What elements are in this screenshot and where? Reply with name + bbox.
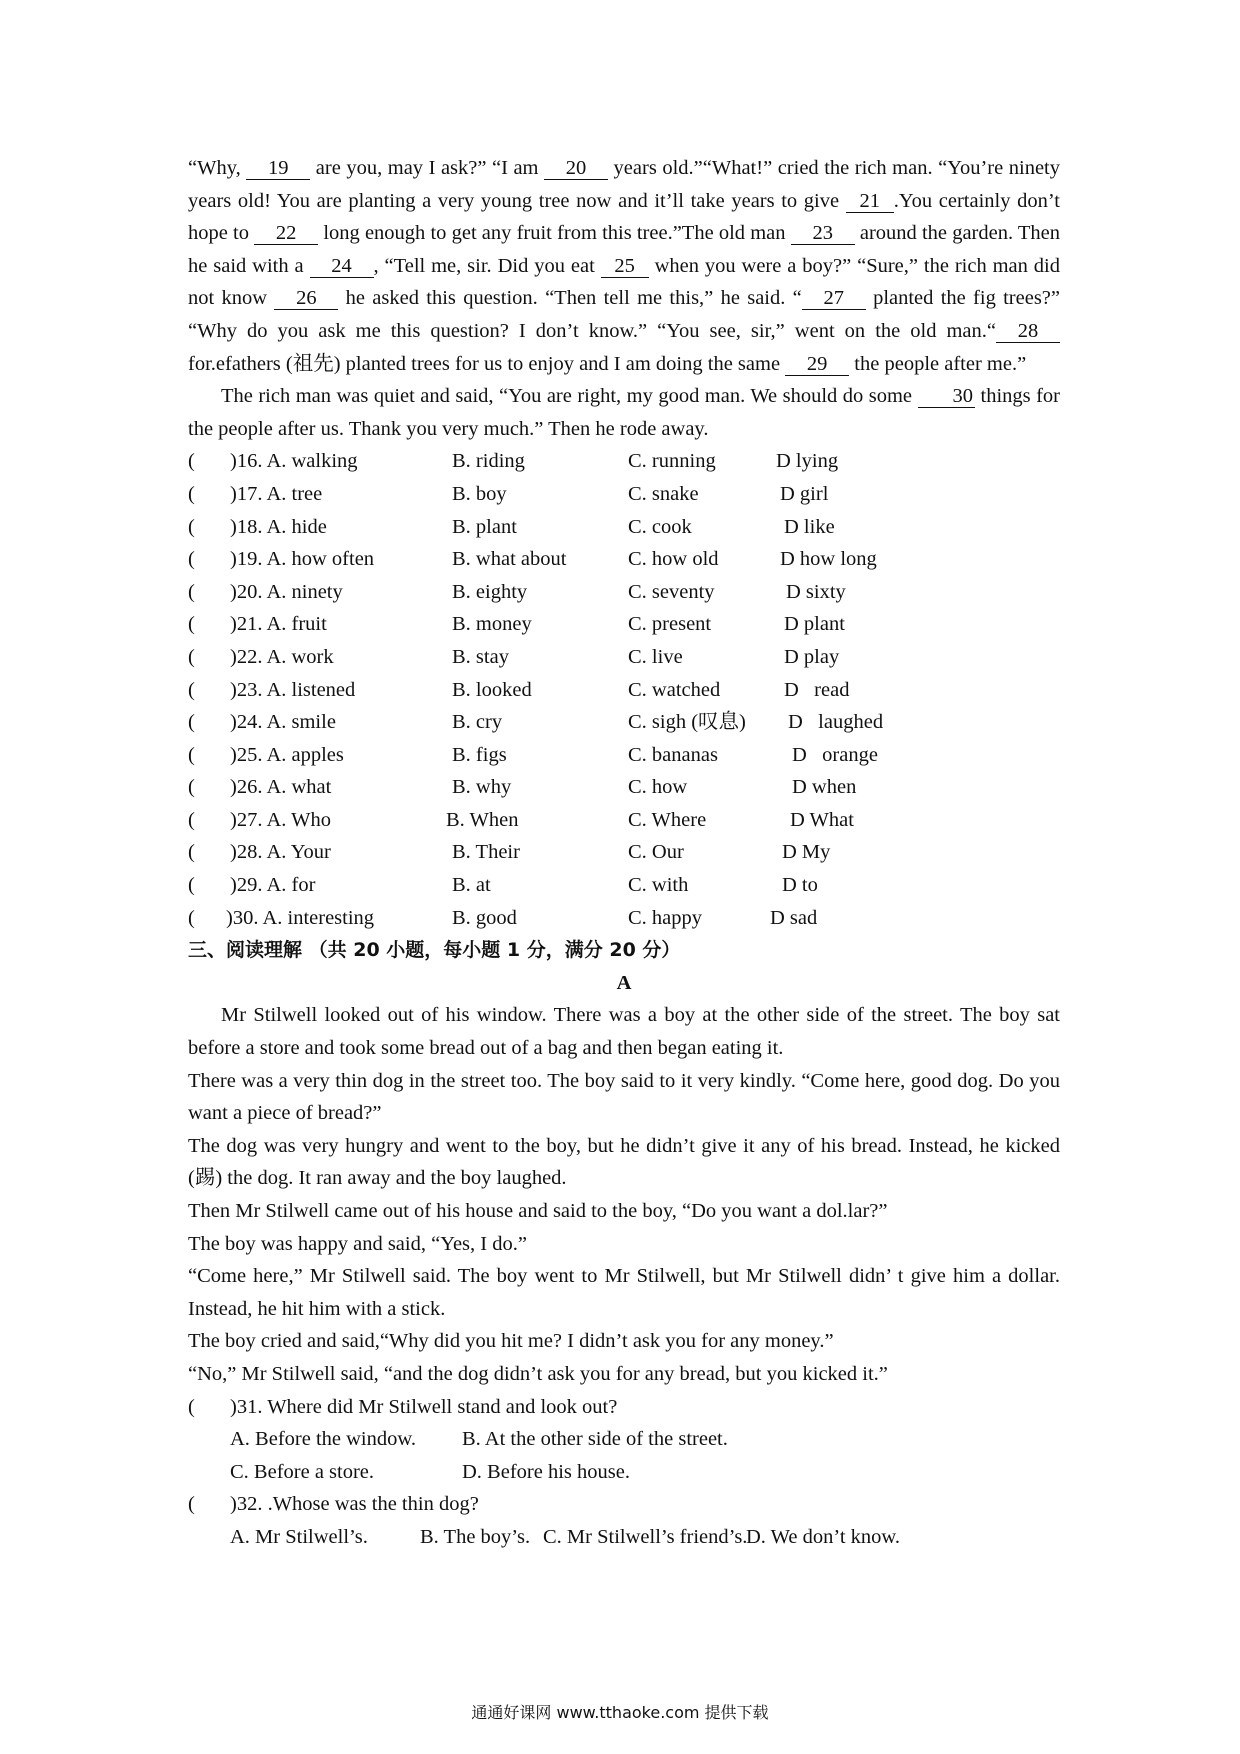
option-c: C. Our: [628, 841, 684, 864]
blank-22: 22: [254, 222, 318, 245]
question-text: )31. Where did Mr Stilwell stand and look out?: [230, 1395, 618, 1418]
option-a: )28. A. Your: [230, 841, 331, 864]
text: he asked this question. “Then tell me this,” he said. “: [338, 287, 802, 310]
option-c: C. sigh (叹息): [628, 711, 746, 734]
option-c: C. how: [628, 776, 688, 799]
option-c: C. happy: [628, 906, 703, 929]
answer-paren[interactable]: (: [188, 613, 195, 636]
blank-27: 27: [802, 287, 866, 310]
option-d: D sixty: [786, 580, 846, 603]
option-c: C. watched: [628, 678, 721, 701]
choice-a: A. Before the window.: [230, 1428, 416, 1451]
question-31-choices-row-1: [188, 1423, 1060, 1456]
option-row-28: [188, 836, 1060, 869]
text: the people after me.”: [849, 352, 1027, 375]
option-row-26: [188, 771, 1060, 804]
text: The rich man was quiet and said, “You are right, my good man. We should do some: [221, 385, 918, 408]
blank-21: 21: [846, 190, 894, 213]
answer-paren[interactable]: (: [188, 874, 195, 897]
text: “Why,: [188, 157, 247, 179]
option-row-16: [188, 445, 1060, 478]
text: , “Tell me, sir. Did you eat: [373, 254, 601, 277]
text: planted the fig trees?” “Why do you ask me this question? I don’t know.” “You see, sir,” went on the old man.“: [188, 287, 1061, 342]
option-c: C. seventy: [628, 580, 715, 603]
answer-paren[interactable]: (: [188, 548, 195, 571]
answer-paren[interactable]: (: [188, 776, 195, 799]
reading-paragraph: Mr Stilwell looked out of his window. There was a boy at the other side of the street. The boy sat before a store and took some bread out of a bag and then began eating it.: [188, 1004, 1060, 1060]
text: things for the people after us. Thank you very much.” Then he rode away.: [188, 385, 1060, 440]
option-d: D how long: [780, 548, 877, 571]
reading-paragraph: “Come here,” Mr Stilwell said. The boy went to Mr Stilwell, but Mr Stilwell didn’ t give him a dollar. Instead, he hit him with a stick.: [188, 1265, 1060, 1320]
answer-paren[interactable]: (: [188, 711, 195, 734]
text: for.efathers (祖先) planted trees for us to enjoy and I am doing the same: [188, 352, 786, 375]
reading-paragraph: Then Mr Stilwell came out of his house and said to the boy, “Do you want a dol.lar?”: [188, 1200, 888, 1222]
page-footer: 通通好课网 www.tthaoke.com 提供下载: [471, 1703, 769, 1722]
reading-paragraph: The dog was very hungry and went to the boy, but he didn’t give it any of his bread. Instead, he kicked (踢) the dog. It ran away and the boy laughed.: [188, 1134, 1060, 1190]
answer-paren[interactable]: (: [188, 906, 195, 929]
passage-letter: A: [616, 971, 632, 994]
option-a: )27. A. Who: [230, 808, 331, 831]
answer-paren[interactable]: (: [188, 645, 195, 668]
option-c: C. with: [628, 874, 689, 897]
choice-c: C. Before a store.: [230, 1460, 375, 1483]
option-a: )17. A. tree: [230, 482, 323, 505]
option-c: C. snake: [628, 482, 699, 505]
option-row-29: [188, 869, 1060, 902]
option-a: )18. A. hide: [230, 515, 327, 538]
question-31-choices-row-2: [188, 1456, 1060, 1489]
question-31: [188, 1391, 1060, 1424]
answer-paren[interactable]: (: [188, 482, 195, 505]
option-b: B. figs: [452, 743, 507, 766]
option-c: C. cook: [628, 515, 692, 538]
option-b: B. what about: [452, 548, 567, 571]
choice-d: D. Before his house.: [462, 1460, 630, 1483]
question-32-choices: [188, 1521, 1060, 1554]
text: around the garden. Then he said with a: [188, 222, 1061, 277]
option-row-30: [188, 902, 1060, 935]
option-a: )23. A. listened: [230, 678, 356, 701]
answer-paren[interactable]: (: [188, 678, 195, 701]
option-b: B. why: [452, 776, 512, 799]
option-a: )19. A. how often: [230, 548, 375, 571]
option-a: )16. A. walking: [230, 450, 358, 473]
option-b: B. riding: [452, 450, 525, 473]
blank-24: 24: [310, 255, 374, 278]
option-row-22: [188, 641, 1060, 674]
text: long enough to get any fruit from this tree.”The old man: [318, 222, 791, 245]
blank-23: 23: [791, 222, 855, 245]
answer-paren[interactable]: (: [188, 1395, 195, 1418]
text: are you, may I ask?” “I am: [310, 157, 545, 179]
blank-26: 26: [274, 287, 338, 310]
option-d: D girl: [780, 482, 829, 505]
option-b: B. When: [446, 808, 519, 831]
section-heading-reading: 三、阅读理解 （共 20 小题，每小题 1 分，满分 20 分）: [188, 939, 681, 962]
exam-page: [188, 152, 1060, 1554]
option-row-23: [188, 674, 1060, 707]
blank-20: 20: [544, 157, 608, 180]
option-b: B. eighty: [452, 580, 528, 603]
blank-25: 25: [601, 255, 649, 278]
option-b: B. stay: [452, 645, 509, 668]
answer-paren[interactable]: (: [188, 515, 195, 538]
reading-paragraph: “No,” Mr Stilwell said, “and the dog didn’t ask you for any bread, but you kicked it.”: [188, 1362, 888, 1385]
option-a: )30. A. interesting: [226, 906, 375, 929]
option-row-20: [188, 576, 1060, 609]
reading-paragraph: The boy cried and said,“Why did you hit me? I didn’t ask you for any money.”: [188, 1330, 834, 1353]
option-d: D play: [784, 645, 840, 668]
option-d: D plant: [784, 613, 845, 636]
option-b: B. cry: [452, 711, 503, 734]
question-text: )32. .Whose was the thin dog?: [230, 1493, 479, 1516]
blank-30: 30: [918, 385, 976, 408]
option-b: B. good: [452, 906, 517, 929]
option-d: D lying: [776, 450, 839, 473]
option-row-24: [188, 706, 1060, 739]
option-c: C. Where: [628, 808, 707, 831]
option-row-21: [188, 608, 1060, 641]
option-row-25: [188, 739, 1060, 772]
option-d: D like: [784, 515, 835, 538]
option-a: )25. A. apples: [230, 743, 344, 766]
cloze-paragraph-1: [188, 152, 1060, 380]
answer-paren[interactable]: (: [188, 808, 195, 831]
choice-c: C. Mr Stilwell’s friend’s.: [543, 1525, 748, 1548]
option-d: D read: [784, 678, 850, 701]
option-a: )20. A. ninety: [230, 580, 343, 603]
option-a: )24. A. smile: [230, 711, 336, 734]
option-d: D laughed: [788, 711, 884, 734]
option-a: )29. A. for: [230, 874, 316, 897]
option-d: D What: [790, 808, 854, 831]
option-c: C. present: [628, 613, 712, 636]
choice-b: B. At the other side of the street.: [462, 1428, 728, 1451]
choice-d: D. We don’t know.: [746, 1525, 900, 1548]
text: when you were a boy?” “Sure,” the rich man did not know: [188, 254, 1060, 310]
option-c: C. live: [628, 645, 683, 668]
option-d: D to: [782, 874, 818, 897]
option-c: C. bananas: [628, 743, 718, 766]
option-b: B. plant: [452, 515, 517, 538]
cloze-options-list: [188, 445, 1060, 934]
option-b: B. Their: [452, 841, 520, 864]
option-d: D orange: [792, 743, 878, 766]
answer-paren[interactable]: (: [188, 1493, 195, 1516]
option-b: B. at: [452, 874, 491, 897]
option-row-18: [188, 511, 1060, 544]
text: .You certainly don’t hope to: [188, 189, 1060, 245]
answer-paren[interactable]: (: [188, 841, 195, 864]
question-32: [188, 1488, 1060, 1521]
option-b: B. looked: [452, 678, 532, 701]
reading-paragraph: The boy was happy and said, “Yes, I do.”: [188, 1232, 527, 1255]
choice-a: A. Mr Stilwell’s.: [230, 1525, 368, 1548]
reading-paragraph: There was a very thin dog in the street too. The boy said to it very kindly. “Come here, good dog. Do you want a piece of bread?”: [188, 1069, 1060, 1125]
option-c: C. how old: [628, 548, 719, 571]
blank-29: 29: [785, 353, 849, 376]
option-row-17: [188, 478, 1060, 511]
option-row-27: [188, 804, 1060, 837]
blank-28: 28: [996, 320, 1060, 343]
option-a: )22. A. work: [230, 645, 334, 668]
option-b: B. boy: [452, 482, 507, 505]
option-c: C. running: [628, 450, 716, 473]
choice-b: B. The boy’s.: [420, 1525, 531, 1548]
text: years old.”“What!” cried the rich man. “You’re ninety years old! You are planting a very young tree now and it’ll take years to give: [188, 157, 1060, 212]
option-d: D sad: [770, 906, 818, 929]
answer-paren[interactable]: (: [188, 580, 195, 603]
option-d: D My: [782, 841, 831, 864]
option-d: D when: [792, 776, 857, 799]
option-a: )21. A. fruit: [230, 613, 327, 636]
cloze-paragraph-2: [188, 380, 1060, 445]
answer-paren[interactable]: (: [188, 450, 195, 473]
option-row-19: [188, 543, 1060, 576]
option-b: B. money: [452, 613, 532, 636]
blank-19: 19: [246, 157, 310, 180]
option-a: )26. A. what: [230, 776, 332, 799]
answer-paren[interactable]: (: [188, 743, 195, 766]
